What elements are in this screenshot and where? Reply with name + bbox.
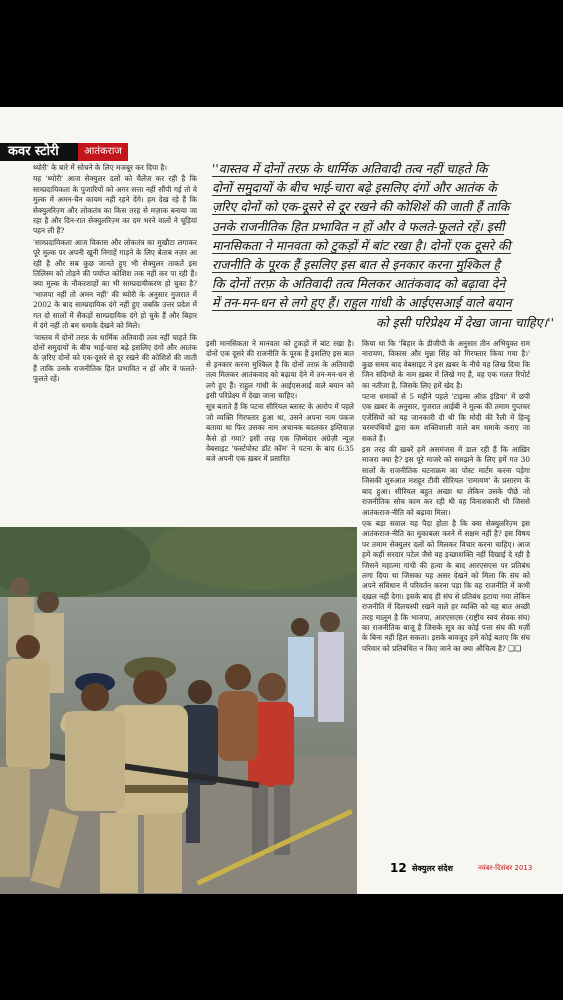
paragraph: किया था कि 'बिहार के डीजीपी के अनुसार तीन अभियुक्त राम नारायण, विकास और मुन्ना सिंह को गिरफ्तार किया गया है।' कुछ समय बाद वेबसाइट ने इस ख़बर के नीचे यह लिख दिया कि जिन संदिग्धों के नाम ख़बर में लिखे गए हैं, वह एक गलत रिपोर्ट का नतीजा है, जिसके लिए हमें खेद है। bbox=[362, 339, 530, 390]
paragraph: पटना धमाकों से 5 महीने पहले 'टाइम्स ऑफ़ इंडिया' में छपी एक ख़बर के अनुसार, गुजरात आईबी ने मुल्क की तमाम गुप्तचर एजेंसियों को यह जानकारी दी थी कि मोदी की रैली में हिन्दू चरमपंथियों द्वारा कम शक्तिशाली वाले बम धमाके कराए जा सकते हैं। bbox=[362, 392, 530, 443]
quote-line: मानसिकता ने मानवता को टुकड़ों में बांट रखा है। दोनों एक दूसरे की bbox=[212, 237, 511, 253]
quote-line: ज़रिए दोनों को एक-दूसरे से दूर रखने की कोशिशें की जाती हैं ताकि bbox=[212, 199, 510, 215]
magazine-name: सेक्युलर संदेश bbox=[412, 864, 453, 873]
quote-line: कि दोनों तरफ़ के अतिवादी तत्व मिलकर आतंकवाद को बढ़ावा देने bbox=[212, 276, 506, 292]
paragraph: 'वास्तव में दोनों तरफ़ के धार्मिक अतिवादी तत्व नहीं चाहते कि दोनों समुदायों के बीच भाई-चारा बढ़े इसलिए दंगों और आतंक के ज़रिए दोनों को एक-दूसरे से दूर रखने की कोशिशें की जाती हैं ताकि उनके राजनीतिक हित प्रभावित न हों और वे फलते-फूलते रहें। bbox=[33, 332, 197, 384]
page-number: 12 bbox=[390, 861, 407, 875]
article-column-3 bbox=[362, 339, 533, 894]
subsection-label: आतंकराज bbox=[78, 143, 128, 161]
paragraph: इस तरह की ख़बरें हमें असमंजस में डाल रही हैं कि आख़िर माजरा क्या है? इस पूरे माजरे को समझने के लिए हमें गत 30 सालों के राजनीतिक घटनाक्रम का पोस्ट मार्टम करना पड़ेगा जिसकी शुरुआत मशहूर टीवी सीरियल 'रामायण' के प्रसारण के बाद हुआ। सीरियल बहुत अच्छा था लेकिन उसके पीछे जो राजनीतिक सोच काम कर रही थी वह विनाशकारी थी जिससे आतंकराज-नीति को बढ़ावा मिला। bbox=[362, 445, 530, 517]
section-label: कवर स्टोरी bbox=[0, 143, 78, 161]
magazine-page bbox=[0, 107, 563, 894]
pull-quote bbox=[212, 159, 554, 331]
news-photo-police-crowd bbox=[0, 527, 357, 894]
section-header bbox=[0, 143, 210, 161]
quote-line: में तन-मन-धन से लगे हुए हैं। राहुल गांधी के आईएसआई वाले बयान bbox=[212, 295, 512, 311]
paragraph: सूत्र बताते हैं कि पटना सीरियल ब्लास्ट के आरोप में पहले जो व्यक्ति गिरफ्तार हुआ था, उसने अपना नाम पंकज बताया था फिर उसका नाम अचानक बदलकर इम्तियाज़ कैसे हो गया? इसी तरह एक ज़िम्मेदार अंग्रेज़ी न्यूज़ वेबसाइट 'फर्स्टपोस्ट डॉट कॉम' ने पटना के बाद 6:35 बजे अपनी एक ख़बर में प्रसारित bbox=[206, 402, 354, 464]
paragraph: 'साम्प्रदायिकता आज विकास और लोकतंत्र का मुखौटा लगाकर पूरे मुल्क पर अपनी खूनी निगाहें गाड़ने के लिए बेताब नज़र आ रही है और सब कुछ जानते हुए भी सेक्युलर ताकतें इस तिलिस्म को तोड़ने की पर्याप्त कोशिश तक नहीं कर पा रही हैं। क्या मुल्क के नौकरशाहों का भी साम्प्रदायीकरण हो चुका है? 'भाजपा नहीं तो अमन नहीं' की थ्योरी के अनुसार गुजरात में 2002 के बाद साम्प्रदायिक दंगे नहीं हुए जबकि उत्तर प्रदेश में गत दो सालों में सैकड़ों साम्प्रदायिक दंगे हो चुके हैं और बिहार में दंगे नहीं तो बम धमाके देखने को मिले। bbox=[33, 237, 197, 331]
paragraph: इसी मानसिकता ने मानवता को टुकड़ों में बांट रखा है। दोनों एक दूसरे की राजनीति के पूरक हैं इसलिए इस बात से इनकार करना मुश्किल है कि दोनों तरफ़ के अतिवादी तत्व मिलकर आतंकवाद को बढ़ावा देने में तन-मन-धन से लगे हुए हैं। राहुल गांधी के आईएसआई वाले बयान को इसी परिप्रेक्ष्य में देखा जाना चाहिए। bbox=[206, 339, 354, 401]
issue-date: नवंबर-दिसंबर 2013 bbox=[478, 864, 533, 872]
quote-line: दोनों समुदायों के बीच भाई-चारा बढ़े इसलिए दंगों और आतंक के bbox=[212, 180, 497, 196]
quote-line: राजनीति के पूरक हैं इसलिए इस बात से इनकार करना मुश्किल है bbox=[212, 257, 500, 273]
page-footer bbox=[360, 859, 550, 879]
article-column-1 bbox=[33, 163, 197, 535]
quote-line: को इसी परिप्रेक्ष्य में देखा जाना चाहिए।'' bbox=[375, 314, 554, 330]
paragraph: यह 'थ्योरी' आज सेक्युलर दलों को चैलेंज कर रही है कि साम्प्रदायिकता के पुजारियों को अगर सत्ता नहीं सौंपी गई तो वे मुल्क में अमन-चैन कायम नहीं रहने देंगे। हम देख रहे हैं कि सेक्युलरिज़्म और लोकतंत्र का किस तरह से मज़ाक बनाया जा रहा है और दिन-रात सेक्युलरिज़्म का दम भरने वालों ने चूड़ियां पहन ली हैं? bbox=[33, 174, 197, 236]
paragraph: एक बड़ा सवाल यह पैदा होता है कि क्या सेक्युलरिज़्म इस आतंकराज-नीति का मुकाबला करने में सक्षम नहीं है? इस विषय पर तमाम सेक्युलर दलों को मिलकर विचार करना चाहिए। आज हमें कहीं सरदार पटेल जैसे वह इच्छाशक्ति नहीं दिखाई दे रही है जिसने महात्मा गांधी की हत्या के बाद आरएसएस पर प्रतिबंध लगा दिया था जिसका यह असर देखने को मिला कि संघ को अपने संविधान में परिवर्तन करना पड़ा कि वह राजनीति में कभी दख़ल नहीं देगा। इसके बाद ही संघ से प्रतिबंध हटाया गया लेकिन राजनीति में दिलचस्पी रखने वाले हर व्यक्ति को यह बात अच्छी तरह मालूम है कि भाजपा, आरएसएस (राष्ट्रीय स्वयं सेवक संघ) का राजनीतिक बाजू है जिसके सूत्र का कोई पत्ता संघ की मर्ज़ी के बिना नहीं हिल सकता। इसके बावजूद हमें कोई बताए कि संघ परिवार को प्रतिबंधित न किए जाने का क्या औचित्य है? ❑❑ bbox=[362, 518, 530, 653]
quote-line: ''वास्तव में दोनों तरफ़ के धार्मिक अतिवादी तत्व नहीं चाहते कि bbox=[212, 161, 488, 176]
quote-line: उनके राजनीतिक हित प्रभावित न हों और वे फलते-फूलते रहें। इसी bbox=[212, 218, 505, 234]
paragraph: थ्योरी' के बारे में सोचने के लिए मजबूर कर दिया है। bbox=[33, 163, 168, 172]
photo-illustration bbox=[0, 527, 357, 894]
